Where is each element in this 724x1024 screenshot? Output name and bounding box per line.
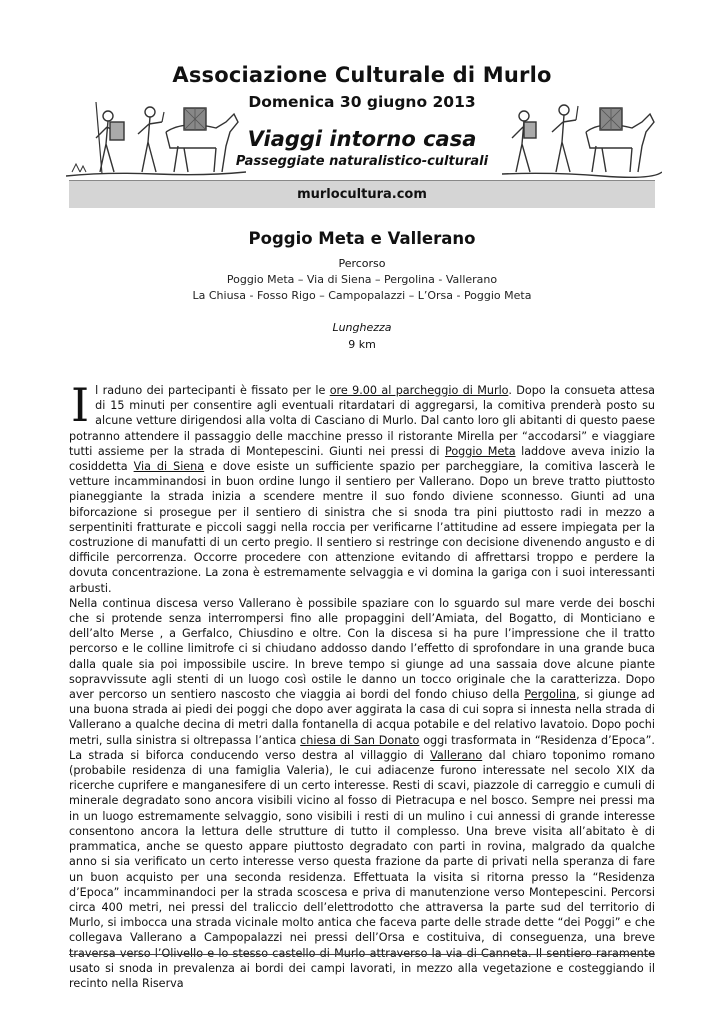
text-run: laddove aveva inizio la cosiddetta (69, 444, 656, 474)
series-title: Viaggi intorno casa (247, 127, 477, 151)
place-vallerano: Vallerano (430, 748, 483, 762)
text-run: Nella continua discesa verso Vallerano è possibile spaziare con lo sguardo sul mare verde dei boschi che si protende senza interrompersi fino alle propaggini dell’Amiata, del Bogatto, di Monticiano e dell’alto Merse , a Gerfalco, Chiusdino e oltre. Con la discesa si ha pure l’impressione che il tratto percorso e le colline limitrofe ci si chiudano addosso dando l’effetto di sprofondare in una grande buca dalla quale sia poi impossibile uscire. In breve tempo si giunge ad una sassaia dove alcune piante sopravvissute agli stenti di un luogo così ostile le danno un tocco originale che la caratterizza. Dopo aver percorso un sentiero nascosto che viaggia ai bordi del fondo chiuso della (69, 596, 655, 702)
place-pergolina: Pergolina (524, 688, 577, 702)
text-run: , si giunge ad una buona strada ai piedi dei poggi che dopo aver aggirata la casa di cui sopra si innesta nella strada di Vallerano a qualche decina di metri dalla fontanella di acqua potabile e del relativo lavatoio. Dopo pochi metri, sulla sinistra si oltrepassa l’antica (69, 688, 655, 747)
text-run: l raduno dei partecipanti è fissato per le (95, 384, 330, 397)
place-chiesa-san-donato: chiesa di San Donato (300, 733, 420, 747)
route-title: Poggio Meta e Vallerano (248, 229, 476, 248)
hikers-donkey-illustration-left (66, 92, 246, 180)
text-run: . Dopo la consueta attesa di 15 minuti per consentire agli eventuali ritardatari di aggregarsi, la comitiva prenderà posto su alcune vetture dirigendosi alla volta di Casciano di Murlo. Dal canto loro gli abitanti di questo paese potranno attendere il passaggio delle macchine presso il ristorante Mirella per “accodarsi” e viaggiare tutti assieme per la strada di Montepescini. Giunti nei pressi di (69, 384, 656, 458)
text-run: dal chiaro toponimo romano (probabile residenza di una famiglia Valeria), le cui adiacenze furono interessate nel secolo XIX da ricerche cuprifere e manganesifere di un certo interesse. Resti di scavi, piazzole di carreggio e cumuli di minerale degradato sono ancora visibili vicino al fosso di Pietracupa e nel bosco. Sempre nei pressi ma in un luogo estremamente selvaggio, sono visibili i resti di un mulino i cui annessi di grande interesse consentono ancora la lettura delle strutture di tutto il complesso. Una breve visita all’abitato è di prammatica, anche se questo appare piuttosto degradato con parti in rovina, malgrado da qualche anno si sia verificato un certo interesse verso questa frazione da parte di privati nella speranza di fare un buon acquisto per una seconda residenza. Effettuata la visita si ritorna presso la “Residenza d’Epoca” incamminandoci per la strada scoscesa e priva di manutenzione verso Montepescini. Percorsi circa 400 metri, nei pressi del traliccio dell’elettrodotto che attraversa la parte sud del territorio di Murlo, si imbocca una strada vicinale molto antica che faceva parte delle strade dette “dei Poggi” e che collegava Vallerano a Campopalazzi nei pressi dell’Orsa e costituiva, di conseguenza, una breve traversa verso l’Olivello e lo stesso castello di Murlo attraverso la via di Canneta. Il sentiero raramente usato si snoda in prevalenza ai bordi dei campi lavorati, in mezzo alla vegetazione e costeggiando il recinto nella Riserva (69, 748, 655, 990)
route-path-line-1: Poggio Meta – Via di Siena – Pergolina - Vallerano (226, 273, 498, 286)
drop-cap: I (71, 378, 90, 432)
route-label: Percorso (338, 257, 386, 270)
text-run: e dove esiste un sufficiente spazio per parcheggiare, la comitiva lascerà le vetture incamminandosi in buon ordine lungo il sentiero per Vallerano. Dopo un breve tratto piuttosto pianeggiante la strada inizia a scendere mentre il suo fondo diviene sconnesso. Giunti ad una biforcazione si prosegue per il sentiero di sinistra che si snoda tra pini piuttosto radi in mezzo a serpentiniti fratturate e piccoli saggi nella roccia per verificarne l’attitudine ad essere impiegata per la costruzione di manufatti di un certo pregio. Il sentiero si restringe con decisione divenendo angusto e di difficile percorrenza. Occorre procedere con attenzione evitando di affrettarsi troppo e perdere la dovuta concentrazione. La zona è estremamente selvaggia e vi domina la gariga con i suoi interessanti arbusti. (69, 460, 655, 595)
series-subtitle: Passeggiate naturalistico-culturali (235, 154, 489, 169)
event-date: Domenica 30 giugno 2013 (248, 93, 476, 111)
paragraph-2 (69, 596, 655, 991)
meeting-point: ore 9.00 al parcheggio di Murlo (329, 384, 509, 397)
footer-rule (69, 954, 655, 955)
paragraph-1 (69, 378, 656, 596)
article-body (69, 378, 656, 991)
place-via-di-siena: Via di Siena (133, 460, 205, 474)
website-banner: murlocultura.com (69, 180, 655, 208)
hikers-donkey-illustration-right (502, 92, 662, 180)
length-value: 9 km (348, 338, 376, 351)
organization-title: Associazione Culturale di Murlo (172, 63, 552, 87)
length-label: Lunghezza (332, 321, 392, 334)
text-run: oggi trasformata in “Residenza d’Epoca”. La strada si biforca conducendo verso destra al villaggio di (69, 733, 655, 762)
route-path-line-2: La Chiusa - Fosso Rigo – Campopalazzi – L’Orsa - Poggio Meta (192, 289, 532, 302)
place-poggio-meta: Poggio Meta (444, 444, 516, 458)
